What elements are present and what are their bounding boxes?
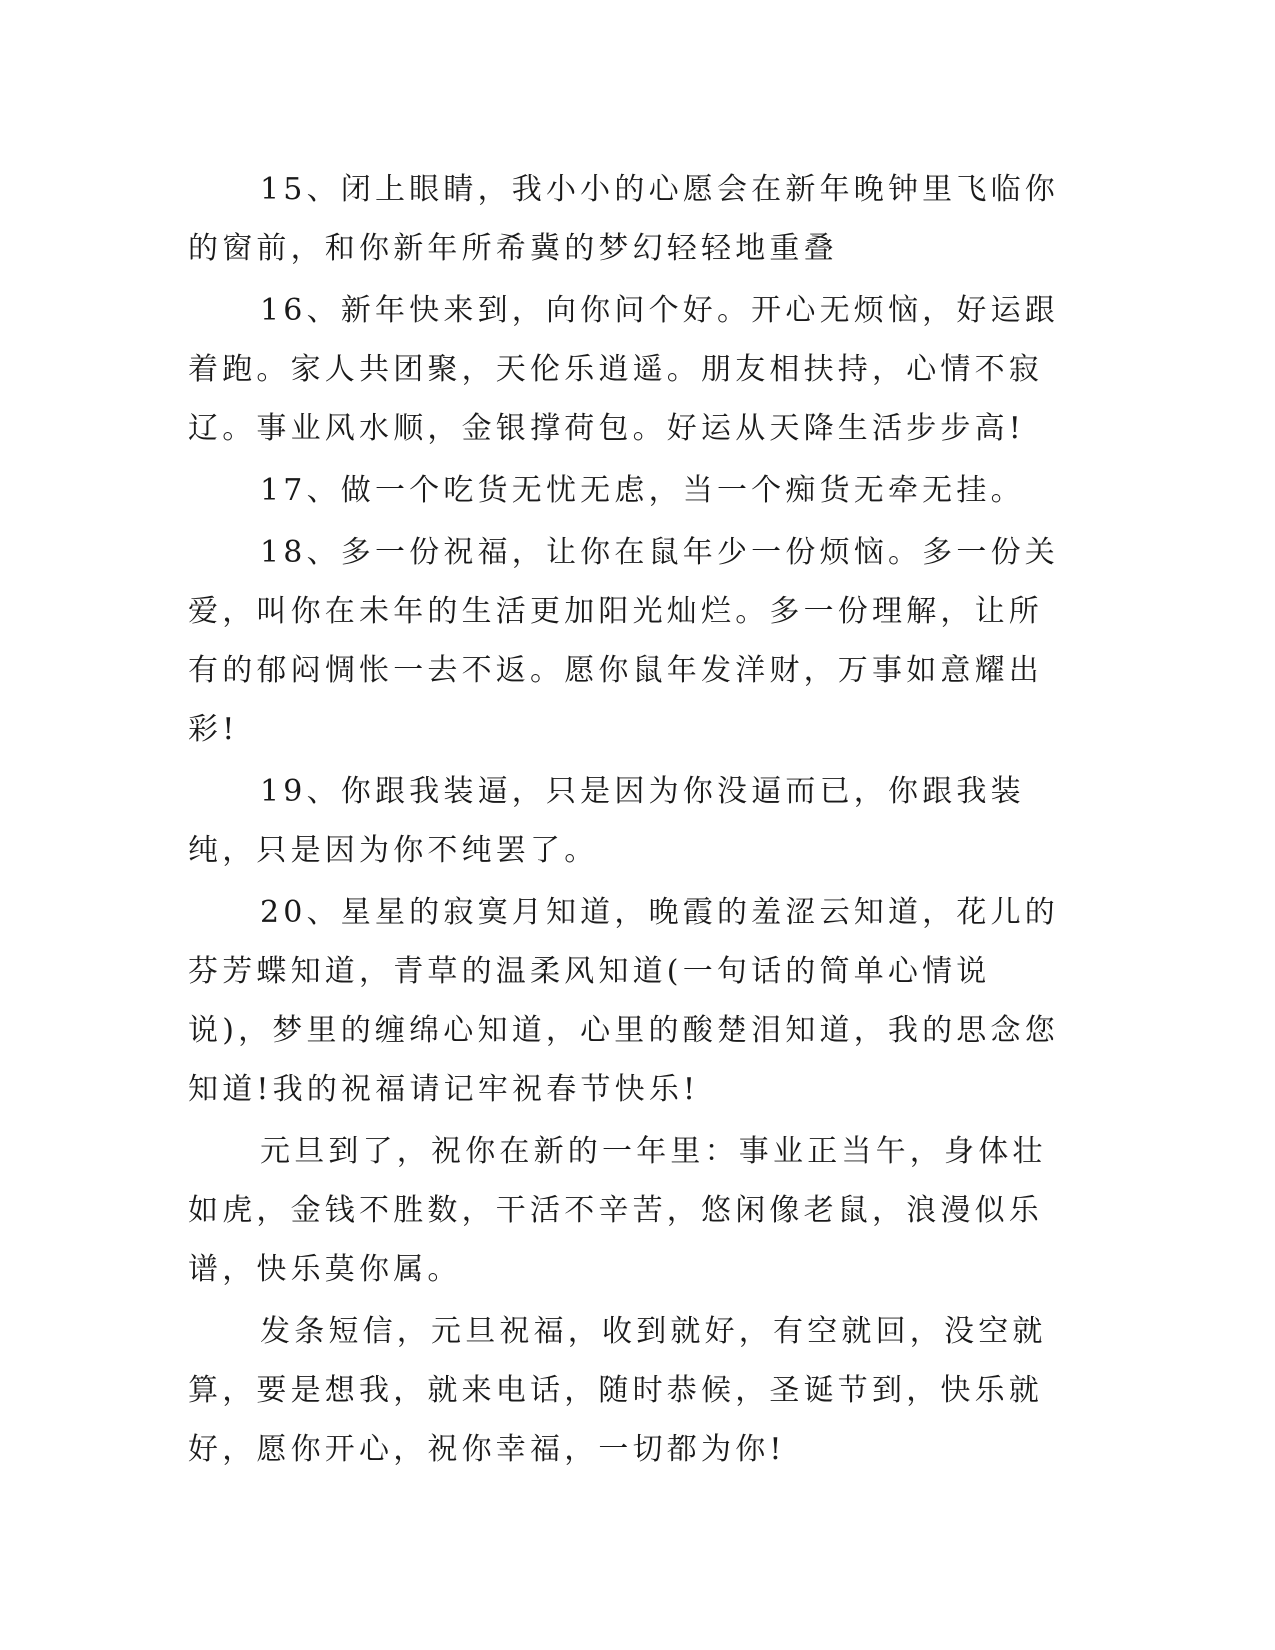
document-body	[188, 160, 1073, 1482]
paragraph-greeting-19: 19、你跟我装逼，只是因为你没逼而已，你跟我装纯，只是因为你不纯罢了。	[188, 774, 1025, 868]
paragraph-greeting-20: 20、星星的寂寞月知道，晚霞的羞涩云知道，花儿的芬芳蝶知道，青草的温柔风知道(一句话的简单心情说说)，梦里的缠绵心知道，心里的酸楚泪知道，我的思念您知道!我的祝福请记牢祝春节快乐!	[188, 895, 1059, 1107]
paragraph-greeting-18: 18、多一份祝福，让你在鼠年少一份烦恼。多一份关爱，叫你在未年的生活更加阳光灿烂。多一份理解，让所有的郁闷惆怅一去不返。愿你鼠年发洋财，万事如意耀出彩!	[188, 535, 1059, 747]
paragraph-greeting-16: 16、新年快来到，向你问个好。开心无烦恼，好运跟着跑。家人共团聚，天伦乐逍遥。朋友相扶持，心情不寂辽。事业风水顺，金银撑荷包。好运从天降生活步步高!	[188, 293, 1059, 446]
paragraph-greeting-15: 15、闭上眼睛，我小小的心愿会在新年晚钟里飞临你的窗前，和你新年所希冀的梦幻轻轻地重叠	[188, 172, 1059, 266]
paragraph-new-year-wish: 元旦到了，祝你在新的一年里：事业正当午，身体壮如虎，金钱不胜数，干活不辛苦，悠闲像老鼠，浪漫似乐谱，快乐莫你属。	[188, 1134, 1047, 1287]
paragraph-greeting-17: 17、做一个吃货无忧无虑，当一个痴货无牵无挂。	[260, 473, 1025, 508]
paragraph-sms-blessing: 发条短信，元旦祝福，收到就好，有空就回，没空就算，要是想我，就来电话，随时恭候，圣诞节到，快乐就好，愿你开心，祝你幸福，一切都为你!	[188, 1314, 1047, 1467]
